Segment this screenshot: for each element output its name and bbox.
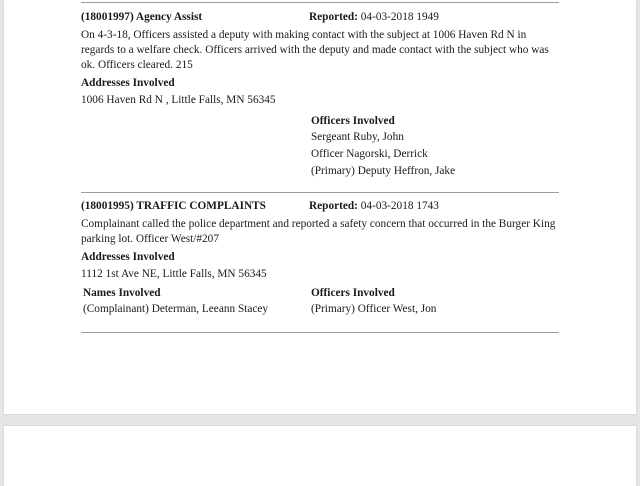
officer-name: Officer Nagorski, Derrick bbox=[311, 148, 428, 160]
address: 1112 1st Ave NE, Little Falls, MN 56345 bbox=[81, 268, 267, 280]
names-column bbox=[83, 286, 268, 318]
reported-label: Reported: bbox=[309, 11, 358, 23]
incident-entry bbox=[81, 199, 559, 315]
officer-name: (Primary) Officer West, Jon bbox=[311, 303, 437, 315]
entry-header bbox=[81, 10, 559, 26]
addresses-heading: Addresses Involved bbox=[81, 251, 175, 263]
top-divider bbox=[81, 2, 559, 3]
reported-label: Reported: bbox=[309, 200, 358, 212]
entry-divider bbox=[81, 192, 559, 193]
involved-name: (Complainant) Determan, Leeann Stacey bbox=[83, 303, 269, 315]
reported-info bbox=[309, 10, 439, 25]
narrative: Complainant called the police department and reported a safety concern that occurred in the Burger King parking lot. Officer West/#207 bbox=[81, 218, 556, 245]
reported-info bbox=[309, 199, 439, 214]
officers-heading: Officers Involved bbox=[311, 287, 395, 299]
narrative: On 4-3-18, Officers assisted a deputy with making contact with the subject at 1006 Haven Rd N in regards to a welfare check. Officers arrived with the deputy and made contact with the subject who was ok. Officers cleared. 215 bbox=[81, 29, 549, 71]
address: 1006 Haven Rd N , Little Falls, MN 56345 bbox=[81, 94, 276, 106]
entry-divider bbox=[81, 332, 559, 333]
officers-column bbox=[311, 114, 455, 180]
reported-value: 04-03-2018 1949 bbox=[360, 11, 439, 23]
officer-name: Sergeant Ruby, John bbox=[311, 131, 404, 143]
case-title: (18001997) Agency Assist bbox=[81, 11, 203, 23]
reported-value: 04-03-2018 1743 bbox=[360, 200, 439, 212]
addresses-heading: Addresses Involved bbox=[81, 77, 175, 89]
next-document-page bbox=[4, 426, 636, 486]
incident-entry bbox=[81, 10, 559, 177]
case-title: (18001995) TRAFFIC COMPLAINTS bbox=[81, 200, 266, 212]
entry-header bbox=[81, 199, 559, 215]
officers-heading: Officers Involved bbox=[311, 115, 395, 127]
officers-column bbox=[311, 286, 436, 318]
officer-name: (Primary) Deputy Heffron, Jake bbox=[311, 165, 456, 177]
names-heading: Names Involved bbox=[83, 287, 161, 299]
